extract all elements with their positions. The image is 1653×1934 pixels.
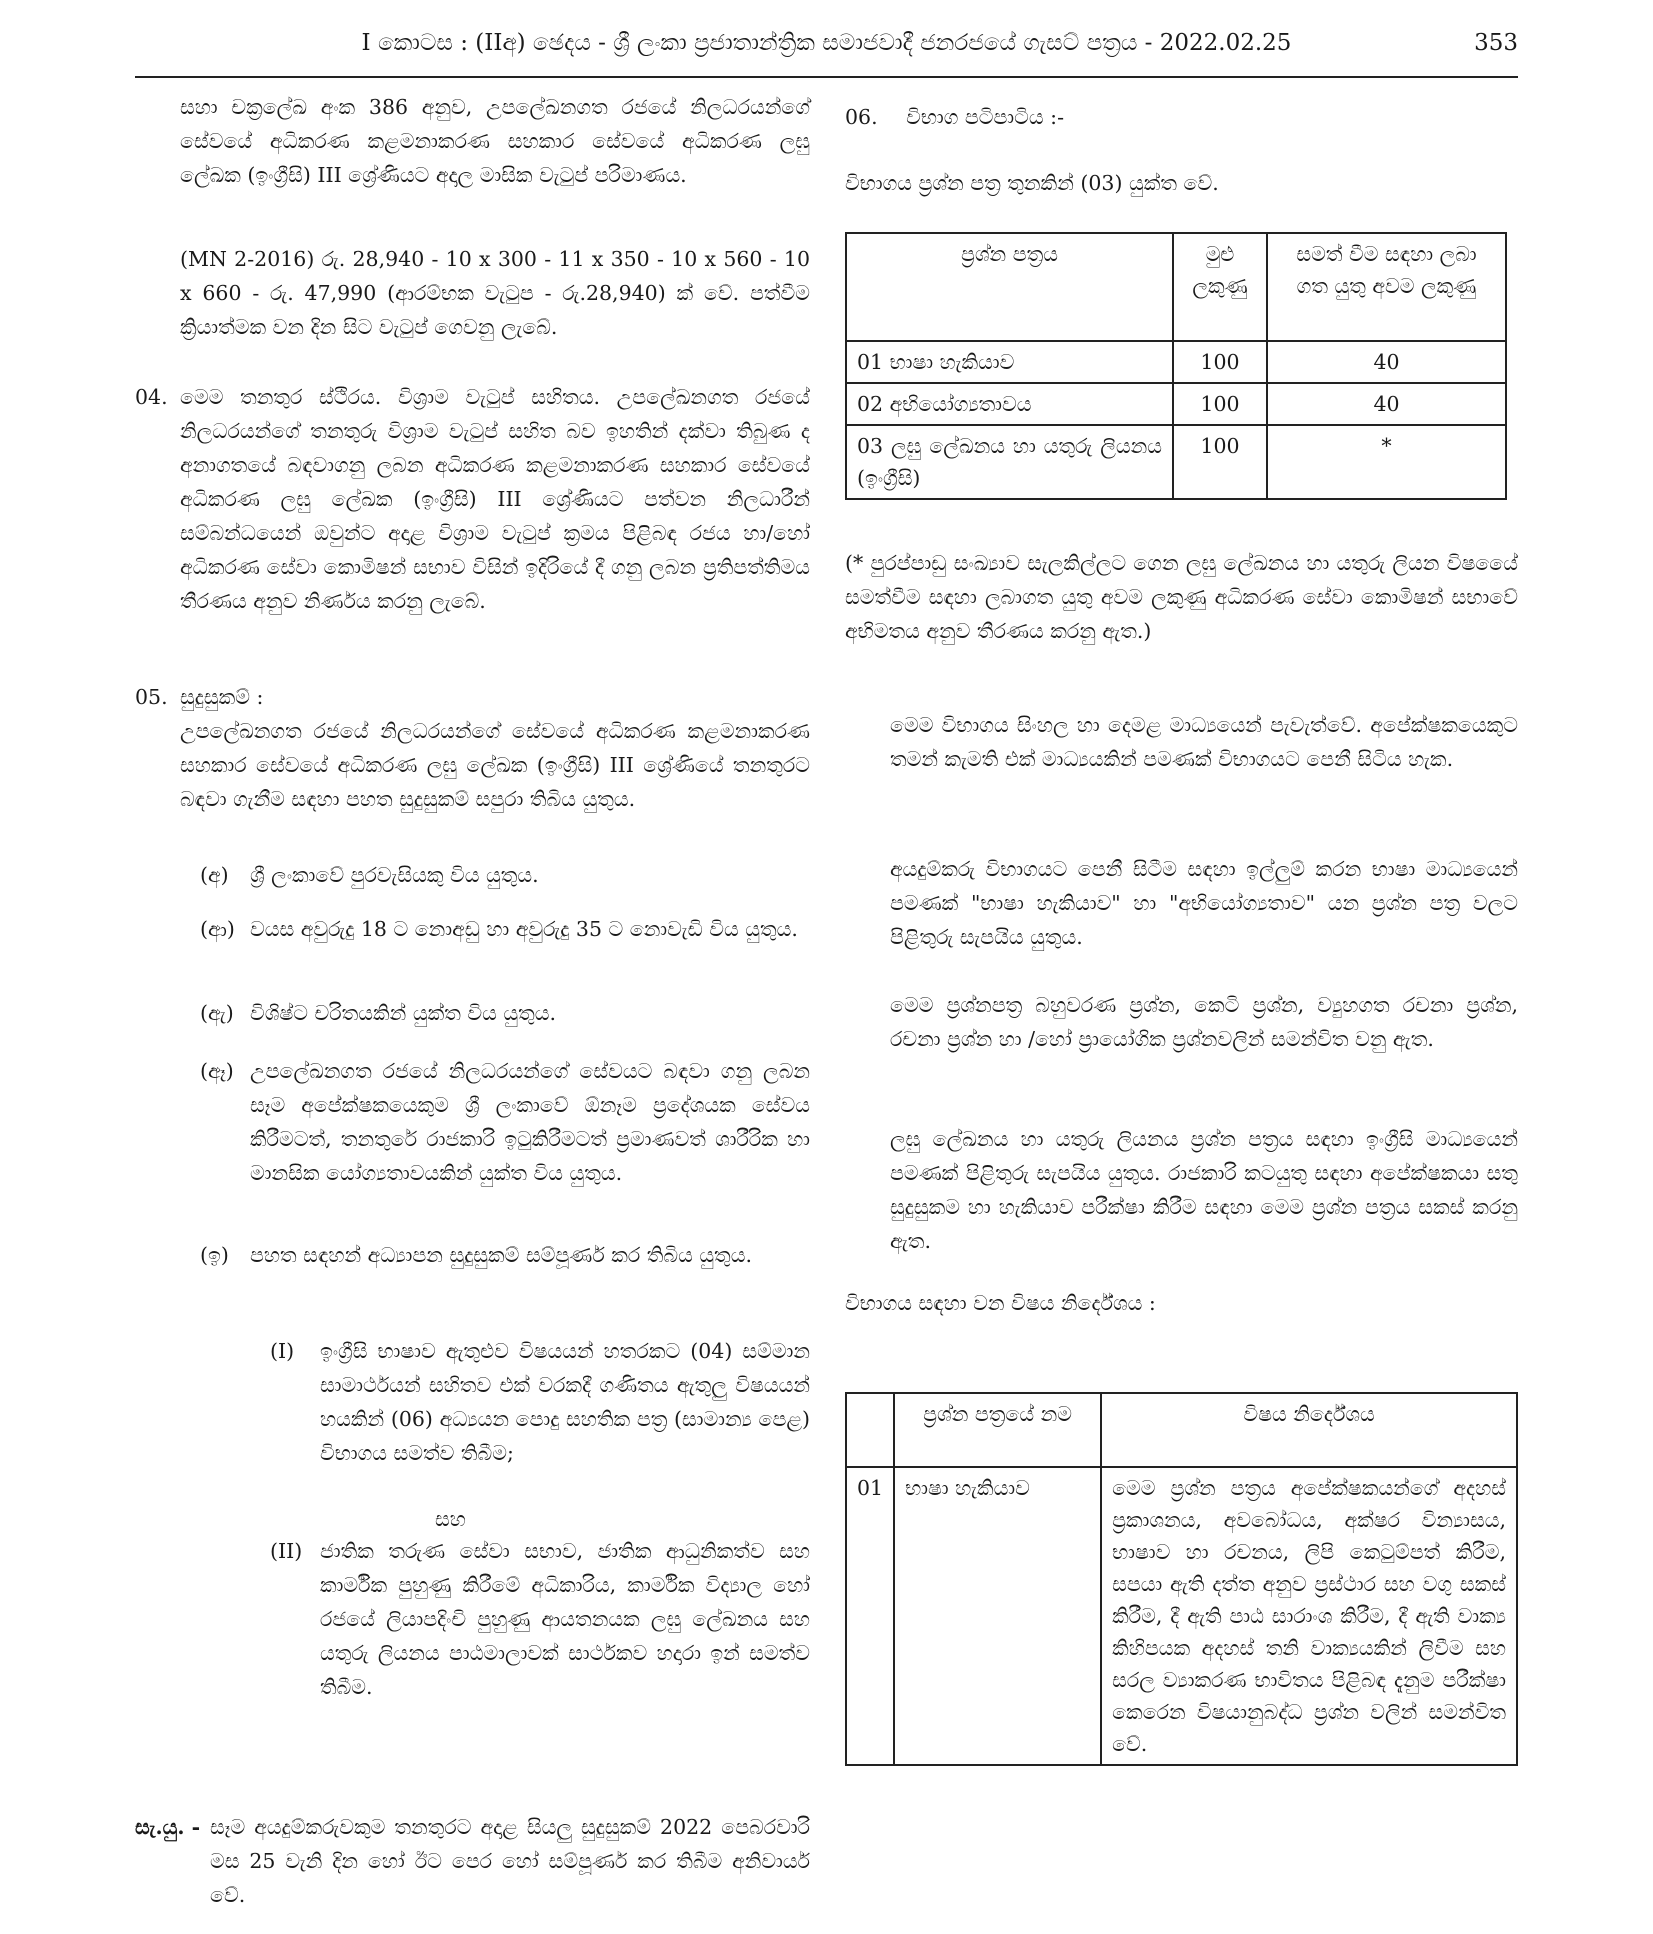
gazette-header-title: I කොටස : (IIඅ) ඡෙදය - ශ්‍රී ලංකා ප්‍රජාතාන්ත්‍රික සමාජවාදී ජනරජයේ ගැසට් පත්‍රය - 2022.02.25 <box>361 30 1292 56</box>
section-05 <box>135 680 810 816</box>
answer-language-paragraph: අයදුම්කරු විභාගයට පෙනී සිටීම සඳහා ඉල්ලුම් කරන භාෂා මාධ්‍යයෙන් පමණක් "භාෂා හැකියාව" හා "අභියෝග්‍යතාව" යන ප්‍රශ්න පත්‍ර වලට පිළිතුරු සැපයිය යුතුය. <box>890 857 1518 949</box>
education-I: (I) ඉංග්‍රීසි භාෂාව ඇතුළුව විෂයයන් හතරකට (04) සම්මාන සාමාර්ථයන් සහිතව එක් වරකදී ගණිතය ඇතුලු විෂයයන් හයකින් (06) අධ්‍යයන පොදු සහතික පත්‍ර (සාමාන්‍ය පෙළ) විභාගය සමත්ව තිබීම; <box>270 1339 810 1465</box>
salary-scale: (MN 2-2016) රු. 28,940 - 10 x 300 - 11 x 350 - 10 x 560 - 10 x 660 - රු. 47,990 (ආරම්භක වැටුප - රු.28,940) ක් වේ. පත්වීම ක්‍රියාත්මක වන දින සිට වැටුප් ගෙවනු ලැබේ. <box>180 247 810 339</box>
education-II: (II) ජාතික තරුණ සේවා සභාව, ජාතික ආධුනිකත්ව සහ කාර්මික පුහුණු කිරීමේ අධිකාරිය, කාර්මික විද්‍යාල හෝ රජයේ ලියාපදිංචි පුහුණු ආයතනයක ලඝු ලේඛනය සහ යතුරු ලියනය පාඨමාලාවක් සාර්ථකව හදාරා ඉන් සමත්ව තිබීම. <box>270 1539 810 1699</box>
qualification-i: (ඉ) පහත සඳහන් අධ්‍යාපන සුදුසුකම් සම්පූර්ණ කර තිබිය යුතුය. <box>200 1243 752 1267</box>
section-04 <box>135 380 810 618</box>
shorthand-paragraph: ලඝු ලේඛනය හා යතුරු ලියනය ප්‍රශ්න පත්‍රය සඳහා ඉංග්‍රීසි මාධ්‍යයෙන් පමණක් පිළිතුරු සැපයිය යුතුය. රාජකාරි කටයුතු සඳහා අපේක්ෂකයා සතු සුදුසුකම හා හැකියාව පරීක්ෂා කිරීම සඳහා මෙම ප්‍රශ්න පත්‍රය සකස් කරනු ඇත. <box>890 1127 1518 1253</box>
section-04-text: මෙම තනතුර ස්ථිරය. විශ්‍රාම වැටුප් සහිතය. උපලේඛනගත රජයේ නිලධරයන්ගේ තනතුරු විශ්‍රාම වැටුප් සහිත බව ඉහතින් දක්වා තිබුණ ද අනාගතයේ බඳවාගනු ලබන අධිකරණ කළමනාකරණ සහකාර සේවයේ අධිකරණ ලඝු ලේඛක (ඉංග්‍රීසි) III ශ්‍රේණියට පත්වන නිලධාරීන් සම්බන්ධයෙන් ඔවුන්ට අදාළ විශ්‍රාම වැටුප් ක්‍රමය පිළිබඳ රජය හා/හෝ අධිකරණ සේවා කොමිෂන් සභාව විසින් ඉදිරියේ දී ගනු ලබන ප්‍රතිපත්තිමය තීරණය අනුව නිර්ණය කරනු ලැබේ. <box>180 385 810 613</box>
qualification-aee: (ඈ) උපලේඛනගත රජයේ නිලධරයන්ගේ සේවයට බඳවා ගනු ලබන සෑම අපේක්ෂකයෙකුම ශ්‍රී ලංකාවේ ඕනෑම ප්‍රදේශයක සේවය කිරීමටත්, තනතුරේ රාජකාරි ඉටුකිරීමටත් ප්‍රමාණවත් ශාරීරික හා මානසික යෝග්‍යතාවයකින් යුක්ත විය යුතුය. <box>200 1059 810 1185</box>
syllabus-title: විභාගය සඳහා වන විෂය නිර්දේශය : <box>845 1291 1156 1315</box>
qualification-ae: (ඇ) විශිෂ්ට චරිතයකින් යුක්ත විය යුතුය. <box>200 1001 557 1025</box>
header-rule <box>135 76 1518 78</box>
syllabus-table <box>845 1392 1518 1766</box>
section-05-title: සුදුසුකම් : <box>180 685 264 709</box>
table-header-row: ප්‍රශ්න පත්‍රය මුළු ලකුණු සමත් වීම සඳහා ලබා ගත යුතු අවම ලකුණු <box>846 233 1506 341</box>
medium-paragraph: මෙම විභාගය සිංහල හා දෙමළ මාධ්‍යයෙන් පැවැත්වේ. අපේක්ෂකයෙකුට තමන් කැමති එක් මාධ්‍යයකින් පමණක් විභාගයට පෙනී සිටිය හැක. <box>890 713 1518 771</box>
table-row: 02 අභියෝග්‍යතාවය 100 40 <box>846 383 1506 425</box>
page-header <box>135 26 1518 74</box>
section-04-number: 04. <box>135 385 168 409</box>
section-05-text: උපලේඛනගත රජයේ නිලධරයන්ගේ සේවයේ අධිකරණ කළමනාකරණ සහකාර සේවයේ අධිකරණ ලඝු ලේඛක (ඉංග්‍රීසි) III ශ්‍රේණියේ තනතුරට බඳවා ගැනීම සඳහා පහත සුදුසුකම් සපුරා තිබිය යුතුය. <box>180 719 810 811</box>
table-row: 01 භාෂා හැකියාව මෙම ප්‍රශ්න පත්‍රය අපේක්ෂකයන්ගේ අදහස් ප්‍රකාශනය, අවබෝධය, අක්ෂර වින්‍යාසය, භාෂාව හා රචනය, ලිපි කෙටුම්පත් කිරීම, සපයා ඇති දත්ත අනුව ප්‍රස්ථාර සහ වගු සකස් කිරීම, දී ඇති පාඨ සාරාංශ කිරීම, දී ඇති වාක්‍ය කිහිපයක අදහස් තනි වාක්‍යයකින් ලිවීම සහ සරල ව්‍යාකරණ භාවිතය පිළිබඳ දැනුම පරීක්ෂා කෙරෙන විෂයානුබද්ධ ප්‍රශ්න වලින් සමන්විත වේ. <box>846 1467 1517 1765</box>
exam-papers-table <box>845 232 1507 500</box>
qualification-aa: (ආ) වයස අවුරුදු 18 ට නොඅඩු හා අවුරුදු 35 ට නොවැඩි විය යුතුය. <box>200 917 798 941</box>
table-row: 01 භාෂා හැකියාව 100 40 <box>846 341 1506 383</box>
page-number: 353 <box>1474 30 1518 56</box>
section-05-number: 05. <box>135 685 168 709</box>
salary-intro: සහා චක්‍රලේඛ අංක 386 අනුව, උපලේඛනගත රජයේ නිලධරයන්ගේ සේවයේ අධිකරණ කළමනාකරණ සහකාර සේවයේ අධිකරණ ලඝු ලේඛක (ඉංග්‍රීසි) III ශ්‍රේණියට අදාල මාසික වැටුප් පරිමාණය. <box>180 95 810 187</box>
table-row: 03 ලඝු ලේඛනය හා යතුරු ලියනය (ඉංග්‍රීසි) 100 * <box>846 425 1506 499</box>
table-header-row: ප්‍රශ්න පත්‍රයේ නම විෂය නිර්දේශය <box>846 1393 1517 1467</box>
qualification-a: (අ) ශ්‍රී ලංකාවේ පුරවැසියකු විය යුතුය. <box>200 863 539 887</box>
education-and: සහ <box>435 1507 466 1531</box>
section-06-heading: 06. විභාග පටිපාටිය :- <box>845 105 1065 129</box>
question-types-paragraph: මෙම ප්‍රශ්නපත්‍ර බහුවරණ ප්‍රශ්න, කෙටි ප්‍රශ්න, ව්‍යුහගත රචනා ප්‍රශ්න, රචනා ප්‍රශ්න හා /හෝ ප්‍රායෝගික ප්‍රශ්නවලින් සමන්විත වනු ඇත. <box>890 993 1518 1051</box>
table-footnote: (* පුරප්පාඩු සංඛ්‍යාව සැලකිල්ලට ගෙන ලඝු ලේඛනය හා යතුරු ලියන විෂයෙේ සමත්වීම සඳහා ලබාගත යුතු අවම ලකුණු අධිකරණ සේවා කොමිෂන් සභාවේ අභිමතය අනුව තීරණය කරනු ඇත.) <box>845 551 1518 643</box>
section-06-intro: විභාගය ප්‍රශ්න පත්‍ර තුනකින් (03) යුක්ත වේ. <box>845 171 1219 195</box>
note: සැ.යු. - සෑම අයදුම්කරුවකුම තනතුරට අදාළ සියලු සුදුසුකම් 2022 පෙබරවාරි මස 25 වැනි දින හෝ ඊට පෙර හෝ සම්පූර්ණ කර තිබීම අනිවාර්ය වේ. <box>135 1815 810 1907</box>
